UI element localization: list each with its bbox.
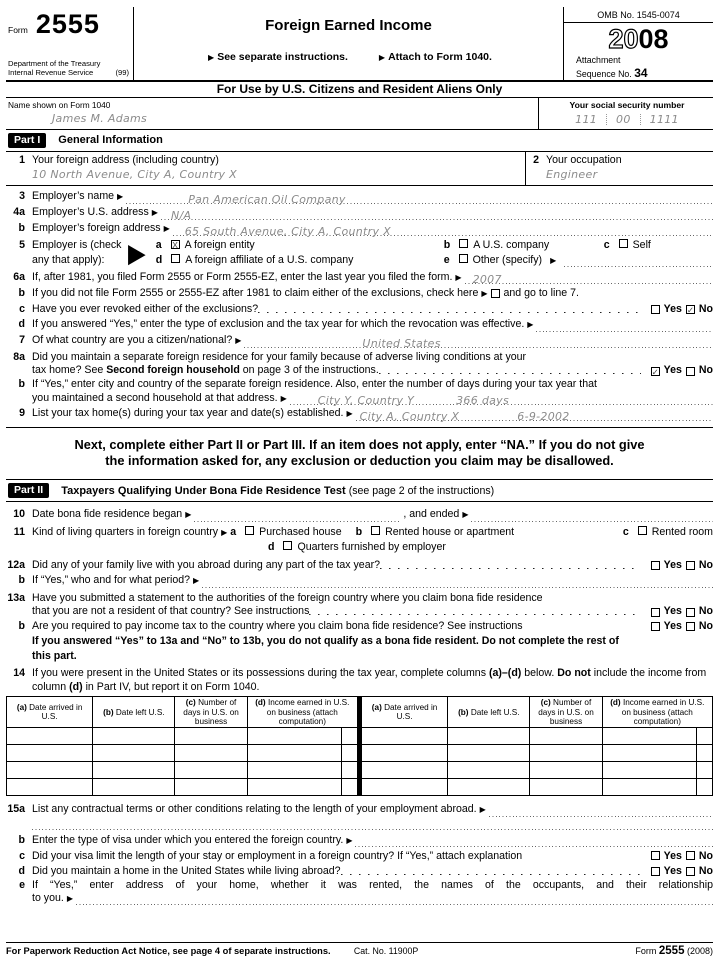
- option-5c-label: Self: [632, 238, 651, 251]
- right-arrow-icon: ▶: [550, 255, 557, 265]
- see-instructions: ▶ See separate instructions.: [205, 51, 348, 63]
- line6d-field[interactable]: [536, 320, 713, 333]
- checkbox-11c-rented-room[interactable]: [638, 526, 647, 535]
- right-arrow-icon: ▶: [378, 53, 386, 62]
- paperwork-notice: For Paperwork Reduction Act Notice, see page 4 of separate instructions.: [6, 946, 331, 956]
- omb-block: [563, 7, 713, 80]
- right-arrow-icon: ▶: [235, 336, 242, 346]
- checkbox-13a-no[interactable]: [686, 608, 695, 617]
- line15a-field[interactable]: [489, 805, 713, 818]
- line8a-separate-residence: 8a Did you maintain a separate foreign residence for your family because of adverse living conditions at your tax home? See Second foreign household on page 3 of the instructions. ✓ Yes No: [13, 350, 713, 377]
- line2-field[interactable]: Engineer: [546, 167, 598, 181]
- checkbox-12a-yes[interactable]: [651, 561, 660, 570]
- ssn-label: Your social security number: [569, 99, 685, 110]
- line14-intro: 14 If you were present in the United States or its possessions during the tax year, complete columns (a)–(d) below. Do not include the income from column (d) in Part IV, but report it on Form 1040.: [13, 666, 707, 693]
- line6a-field[interactable]: 2007: [465, 272, 713, 285]
- checkbox-11d-employer-quarters[interactable]: [283, 541, 292, 550]
- catalog-number: Cat. No. 11900P: [353, 946, 419, 956]
- table-cell[interactable]: [7, 727, 93, 744]
- form-footer: [6, 942, 713, 958]
- ssn-cell: [538, 98, 713, 129]
- checkbox-5c-self[interactable]: [619, 239, 628, 248]
- form-number: 2555: [35, 9, 100, 39]
- right-arrow-icon: ▶: [185, 510, 192, 520]
- line4b-field[interactable]: 65 South Avenue, City A, Country X: [173, 224, 713, 237]
- line6d-revocation-effective: d If you answered “Yes,” enter the type of exclusion and the tax year for which the revocation was effective. ▶: [6, 317, 713, 333]
- line4b-foreign-address: b Employer’s foreign address ▶ 65 South Avenue, City A, Country X: [6, 221, 713, 237]
- line13a-statement-submitted: 13a Have you submitted a statement to the authorities of the foreign country where you claim bona fide residence that you are not a resident of that country? See instructions Yes No: [7, 591, 713, 618]
- form-title-block: [134, 7, 563, 80]
- form-title: Foreign Earned Income: [265, 17, 432, 34]
- checkbox-5d-foreign-affiliate[interactable]: [171, 254, 180, 263]
- checkbox-15c-yes[interactable]: [651, 851, 660, 860]
- line1-foreign-address: 1 Your foreign address (including country) 10 North Avenue, City A, Country X: [19, 153, 237, 181]
- line11-living-quarters: 11 Kind of living quarters in foreign country ▶ a Purchased house b Rented house or apartment c Rented room: [6, 525, 713, 541]
- line9-field[interactable]: City A, Country X 6-9-2002: [356, 409, 713, 422]
- checkbox-8a-yes[interactable]: ✓: [651, 366, 659, 377]
- line12b-field[interactable]: [202, 576, 713, 589]
- dot-leader: [341, 865, 641, 878]
- tax-year-outline: 20: [608, 24, 639, 54]
- part1-tag: Part I: [8, 133, 46, 148]
- col-d-header: (d) Income earned in U.S. on business (attach computation): [602, 697, 712, 728]
- option-5e-label: Other (specify): [472, 253, 543, 266]
- name-label: Name shown on Form 1040: [8, 99, 111, 110]
- dot-leader: [380, 560, 641, 573]
- line9-tax-homes: 9 List your tax home(s) during your tax year and date(s) established. ▶ City A, Country X 6-9-2002: [6, 406, 713, 422]
- line12b-who-period: b If “Yes,” who and for what period? ▶: [6, 573, 713, 589]
- line1-2-row: [6, 152, 713, 186]
- col-b-header: (b) Date left U.S.: [448, 697, 530, 728]
- part1-title: General Information: [58, 134, 163, 147]
- checkbox-6c-yes[interactable]: [651, 305, 660, 314]
- right-arrow-icon: ▶: [346, 409, 353, 419]
- ssn-separator: [606, 114, 607, 125]
- checkbox-6b[interactable]: [491, 289, 500, 298]
- tax-year: [564, 23, 713, 53]
- line5e-field[interactable]: [564, 255, 713, 268]
- dept-line2: Internal Revenue Service: [8, 68, 94, 78]
- col-c-header: (c) Number of days in U.S. on business: [175, 697, 247, 728]
- checkbox-15d-yes[interactable]: [651, 867, 660, 876]
- right-arrow-icon: ▶: [527, 320, 534, 329]
- line15b-field[interactable]: [355, 835, 713, 848]
- footer-form-id: Form 2555 (2008): [635, 945, 714, 957]
- col-a-header: (a) Date arrived in U.S.: [361, 697, 447, 728]
- checkbox-12a-no[interactable]: [686, 561, 695, 570]
- line1-field[interactable]: 10 North Avenue, City A, Country X: [32, 167, 237, 181]
- checkbox-15c-no[interactable]: [686, 851, 695, 860]
- name-cell: [6, 98, 538, 129]
- right-arrow-icon: ▶: [462, 510, 469, 520]
- right-arrow-icon: ▶: [455, 272, 462, 282]
- line15e-field[interactable]: [76, 893, 713, 906]
- checkbox-5b-us-company[interactable]: [459, 239, 468, 248]
- checkbox-8a-no[interactable]: [686, 367, 695, 376]
- dot-leader: [258, 304, 640, 317]
- col-d-header: (d) Income earned in U.S. on business (attach computation): [247, 697, 357, 728]
- line15d-home-us: d Did you maintain a home in the United States while living abroad? Yes No: [18, 864, 713, 877]
- checkbox-5a-foreign-entity[interactable]: X: [172, 239, 178, 250]
- line15a-field-2[interactable]: [32, 818, 713, 831]
- checkbox-11a-purchased-house[interactable]: [245, 526, 254, 535]
- line7-citizenship: 7 Of what country are you a citizen/national? ▶ United States: [6, 333, 713, 349]
- line14-table: [6, 696, 713, 796]
- part2-header: [6, 479, 713, 502]
- line13b-required-tax: b Are you required to pay income tax to the country where you claim bona fide residence? See instructions Yes No: [18, 620, 713, 633]
- option-5a-label: A foreign entity: [184, 238, 255, 251]
- attachment-sequence: Attachment Sequence No. 34: [576, 55, 648, 80]
- ssn-separator: [640, 114, 641, 125]
- big-right-arrow-icon: ▶: [128, 237, 146, 268]
- attach-note: ▶ Attach to Form 1040.: [376, 51, 492, 63]
- form-header: [6, 7, 713, 80]
- line2-label: Your occupation: [546, 153, 622, 166]
- line10-began-field[interactable]: [194, 510, 399, 523]
- checkbox-5e-other[interactable]: [459, 254, 468, 263]
- line13-warning: If you answered “Yes” to 13a and “No” to 13b, you do not qualify as a bona fide resident. Do not complete the rest of this part.: [32, 635, 619, 662]
- omb-number: OMB No. 1545-0074: [564, 7, 713, 23]
- option-5d-label: A foreign affiliate of a U.S. company: [185, 253, 354, 266]
- right-arrow-icon: ▶: [208, 53, 215, 62]
- col-b-header: (b) Date left U.S.: [93, 697, 175, 728]
- line10-ended-field[interactable]: [471, 510, 713, 523]
- name-ssn-row: [6, 98, 713, 130]
- checkbox-6c-no[interactable]: ✓: [686, 304, 694, 315]
- tax-year-bold: 08: [638, 24, 669, 54]
- line15c-visa-limit: c Did your visa limit the length of your stay or employment in a foreign country? If “Yes,” attach explanation Yes No: [19, 849, 713, 862]
- form-id-block: [6, 7, 134, 80]
- checkbox-15d-no[interactable]: [686, 867, 695, 876]
- dot-leader: [309, 606, 640, 619]
- dept-code: (99): [115, 68, 129, 78]
- line1-label: Your foreign address (including country): [32, 153, 219, 166]
- department-block: [8, 59, 129, 78]
- checkbox-13b-no[interactable]: [686, 622, 695, 631]
- line11d-row: d Quarters furnished by employer: [268, 541, 446, 554]
- line4a-us-address: 4a Employer’s U.S. address ▶ N/A: [6, 205, 713, 221]
- right-arrow-icon: ▶: [117, 191, 124, 201]
- part1-header: [6, 130, 713, 152]
- line4a-field[interactable]: N/A: [161, 208, 713, 221]
- line15b-visa-type: b Enter the type of visa under which you entered the foreign country. ▶: [6, 833, 713, 849]
- line6b-check-here: b If you did not file Form 2555 or 2555-EZ after 1981 to claim either of the exclusions, check here ▶ and go to line 7.: [6, 286, 713, 302]
- line8b-field[interactable]: City Y, Country Y 366 days: [290, 393, 713, 406]
- line15a-continuation: [6, 818, 713, 831]
- line5-employer-type: 5 Employer is (check any that apply): ▶ a X A foreign entity b A U.S. company c Self d A foreign affiliate of a U.S. company e Other (specify) ▶: [6, 238, 713, 268]
- checkbox-13b-yes[interactable]: [651, 622, 660, 631]
- option-5b-label: A U.S. company: [473, 238, 550, 251]
- right-arrow-icon: ▶: [66, 894, 73, 904]
- part2-tag: Part II: [8, 483, 49, 498]
- dept-line1: Department of the Treasury: [8, 58, 101, 68]
- attachment-number: 34: [634, 65, 648, 80]
- right-arrow-icon: ▶: [163, 224, 170, 234]
- line6c-revoked-exclusions: c Have you ever revoked either of the exclusions? Yes ✓ No: [19, 302, 713, 315]
- col-a-header: (a) Date arrived in U.S.: [7, 697, 93, 728]
- checkbox-13a-yes[interactable]: [651, 608, 660, 617]
- instruction-note: Next, complete either Part II or Part III. If an item does not apply, enter “NA.” If you do not give the information asked for, any exclusion or deduction you claim may be disallowed.: [6, 427, 713, 479]
- line15a-contract-terms: 15a List any contractual terms or other conditions relating to the length of your employment abroad. ▶: [6, 802, 713, 818]
- checkbox-11b-rented-house[interactable]: [371, 526, 380, 535]
- form-word: Form: [8, 25, 28, 35]
- line12a-family-abroad: 12a Did any of your family live with you abroad during any part of the tax year? Yes No: [7, 558, 713, 571]
- part2-title: Taxpayers Qualifying Under Bona Fide Residence Test (see page 2 of the instructions): [61, 484, 495, 497]
- right-arrow-icon: ▶: [479, 804, 486, 814]
- line3-employer-name: 3 Employer’s name ▶ Pan American Oil Company: [6, 189, 713, 205]
- line3-field[interactable]: Pan American Oil Company: [126, 192, 713, 205]
- line6a-last-year-filed: 6a If, after 1981, you filed Form 2555 or Form 2555-EZ, enter the last year you filed the form. ▶ 2007: [6, 270, 713, 286]
- right-arrow-icon: ▶: [193, 576, 200, 586]
- line10-residence-dates: 10 Date bona fide residence began ▶ , and ended ▶: [6, 507, 713, 523]
- dot-leader: [379, 365, 641, 378]
- right-arrow-icon: ▶: [151, 208, 158, 218]
- line8b-second-household: b If “Yes,” enter city and country of the separate foreign residence. Also, enter the number of days during your tax year that you maintained a second household at that address. ▶ City Y, Country Y 366 days: [6, 378, 713, 405]
- right-arrow-icon: ▶: [346, 835, 353, 845]
- ssn-field[interactable]: 111 00 1111: [575, 112, 679, 126]
- line2-occupation: 2 Your occupation Engineer: [525, 152, 713, 185]
- table-header-row: [7, 697, 713, 728]
- right-arrow-icon: ▶: [221, 527, 228, 537]
- line15e-home-address: e If “Yes,” enter address of your home, whether it was rented, the names of the occupants, and their relationship to you. ▶: [19, 878, 713, 905]
- name-field[interactable]: James M. Adams: [52, 111, 148, 125]
- right-arrow-icon: ▶: [481, 288, 488, 298]
- line7-field[interactable]: United States: [244, 336, 713, 349]
- col-c-header: (c) Number of days in U.S. on business: [530, 697, 602, 728]
- right-arrow-icon: ▶: [280, 393, 287, 403]
- use-banner: For Use by U.S. Citizens and Resident Aliens Only: [6, 80, 713, 98]
